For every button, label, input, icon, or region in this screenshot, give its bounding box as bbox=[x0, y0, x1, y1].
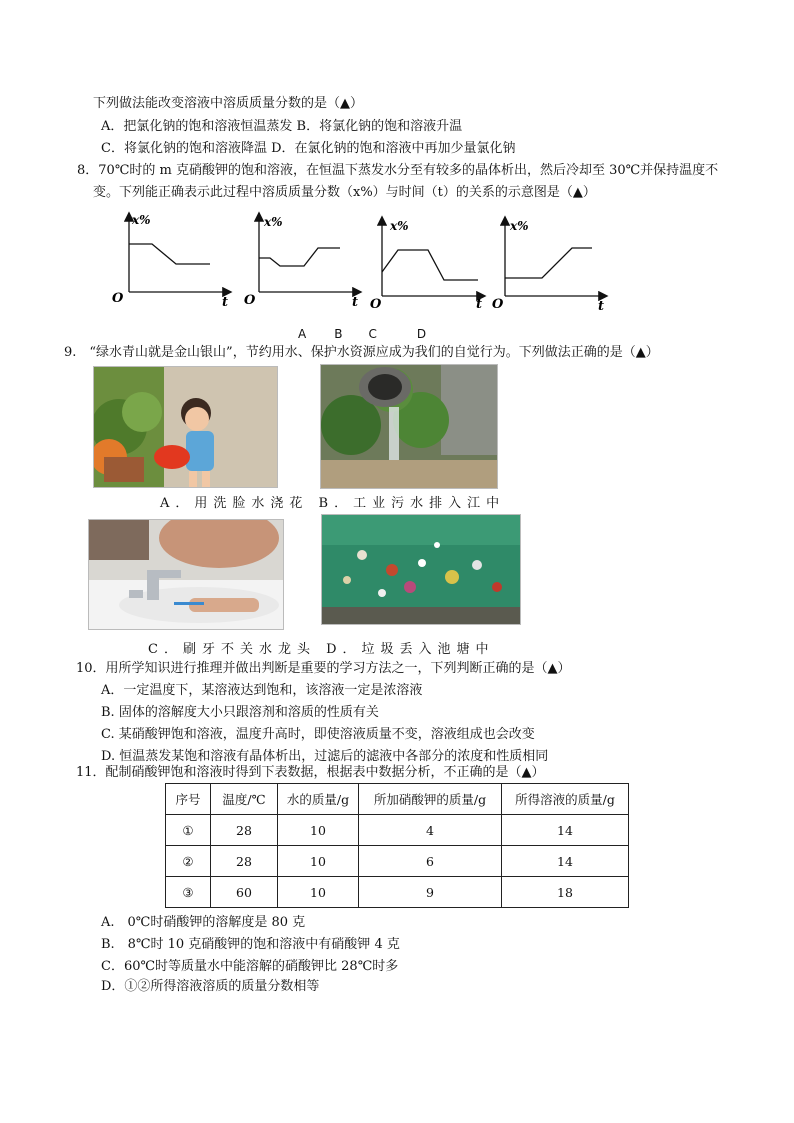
graph-a-origin: O bbox=[112, 291, 124, 306]
header-index: 序号 bbox=[166, 784, 211, 815]
graph-d-y-label: x% bbox=[510, 219, 529, 233]
q11-option-c: C．60℃时等质量水中能溶解的硝酸钾比 28℃时多 bbox=[101, 959, 399, 974]
graph-d-x-label: t bbox=[598, 299, 605, 312]
table-cell: 14 bbox=[502, 846, 629, 877]
q7-options-line2: C．将氯化钠的饱和溶液降温 D．在氯化钠的饱和溶液中再加少量氯化钠 bbox=[101, 141, 516, 156]
q8-letter-b: B bbox=[334, 327, 343, 341]
table-cell: ② bbox=[166, 846, 211, 877]
q10-option-c: C. 某硝酸钾饱和溶液，温度升高时，即使溶液质量不变，溶液组成也会改变 bbox=[101, 727, 535, 742]
photo-brushing-teeth-tap-running bbox=[88, 519, 284, 630]
table-cell: 18 bbox=[502, 877, 629, 908]
graph-b-x-label: t bbox=[352, 295, 359, 308]
table-cell: 10 bbox=[278, 815, 359, 846]
q8-letter-d: D bbox=[416, 327, 427, 341]
table-cell: 9 bbox=[359, 877, 502, 908]
table-cell: 10 bbox=[278, 877, 359, 908]
q8-stem-line1: 8．70℃时的 m 克硝酸钾的饱和溶液，在恒温下蒸发水分至有较多的晶体析出，然后冷却至 30℃并保持温度不 bbox=[77, 163, 719, 178]
q8-graph-d bbox=[490, 212, 615, 316]
graph-c-origin: O bbox=[370, 297, 382, 312]
q10-option-d: D. 恒温蒸发某饱和溶液有晶体析出，过滤后的滤液中各部分的浓度和性质相同 bbox=[101, 749, 549, 764]
graph-c-y-label: x% bbox=[390, 219, 409, 233]
q11-data-table bbox=[165, 783, 629, 908]
header-added-kno3-mass: 所加硝酸钾的质量/g bbox=[359, 784, 502, 815]
graph-a-x-label: t bbox=[222, 295, 229, 308]
q7-options-line1: A．把氯化钠的饱和溶液恒温蒸发 B．将氯化钠的饱和溶液升温 bbox=[101, 119, 463, 134]
photo-child-watering-flowers bbox=[93, 366, 278, 488]
q11-option-a: A. 0℃时硝酸钾的溶解度是 80 克 bbox=[101, 915, 306, 930]
table-cell: 28 bbox=[211, 846, 278, 877]
q8-letter-c: C bbox=[368, 327, 377, 341]
q11-option-d: D．①②所得溶液溶质的质量分数相等 bbox=[101, 979, 320, 994]
q8-option-letters bbox=[298, 325, 426, 343]
table-row bbox=[166, 877, 629, 908]
q8-graph-a bbox=[110, 208, 235, 312]
q8-stem-line2: 变。下列能正确表示此过程中溶质质量分数（x%）与时间（t）的关系的示意图是（▲） bbox=[93, 185, 596, 200]
header-water-mass: 水的质量/g bbox=[278, 784, 359, 815]
q10-option-b: B. 固体的溶解度大小只跟溶剂和溶质的性质有关 bbox=[101, 705, 379, 720]
photo-sewage-pipe bbox=[320, 364, 498, 489]
graph-b-origin: O bbox=[244, 293, 256, 308]
table-cell: ③ bbox=[166, 877, 211, 908]
graph-b-y-label: x% bbox=[264, 215, 283, 229]
table-cell: 10 bbox=[278, 846, 359, 877]
q8-letter-a: A bbox=[298, 327, 307, 341]
q9-caption-ab: A．用洗脸水浇花 B．工业污水排入江中 bbox=[160, 496, 506, 511]
header-temperature: 温度/℃ bbox=[211, 784, 278, 815]
q11-stem: 11．配制硝酸钾饱和溶液时得到下表数据，根据表中数据分析，不正确的是（▲） bbox=[76, 765, 545, 780]
table-header-row bbox=[166, 784, 629, 815]
q9-caption-cd: C．刷牙不关水龙头 D．垃圾丢入池塘中 bbox=[148, 642, 495, 657]
header-solution-mass: 所得溶液的质量/g bbox=[502, 784, 629, 815]
table-cell: 4 bbox=[359, 815, 502, 846]
q10-stem: 10．用所学知识进行推理并做出判断是重要的学习方法之一，下列判断正确的是（▲） bbox=[76, 661, 571, 676]
graph-d-origin: O bbox=[492, 297, 504, 312]
table-cell: 28 bbox=[211, 815, 278, 846]
q11-option-b: B. 8℃时 10 克硝酸钾的饱和溶液中有硝酸钾 4 克 bbox=[101, 937, 400, 952]
graph-a-y-label: x% bbox=[132, 213, 151, 227]
table-cell: ① bbox=[166, 815, 211, 846]
q8-graph-c bbox=[368, 212, 493, 316]
graph-c-x-label: t bbox=[476, 297, 483, 312]
q7-stem: 下列做法能改变溶液中溶质质量分数的是（▲） bbox=[93, 96, 363, 111]
table-cell: 6 bbox=[359, 846, 502, 877]
table-cell: 14 bbox=[502, 815, 629, 846]
q9-stem: 9. “绿水青山就是金山银山”，节约用水、保护水资源应成为我们的自觉行为。下列做法正确的是（▲） bbox=[64, 345, 659, 360]
q10-option-a: A．一定温度下，某溶液达到饱和，该溶液一定是浓溶液 bbox=[101, 683, 423, 698]
table-row bbox=[166, 815, 629, 846]
photo-garbage-in-pond bbox=[321, 514, 521, 625]
table-row bbox=[166, 846, 629, 877]
q8-graph-b bbox=[242, 208, 367, 312]
table-cell: 60 bbox=[211, 877, 278, 908]
